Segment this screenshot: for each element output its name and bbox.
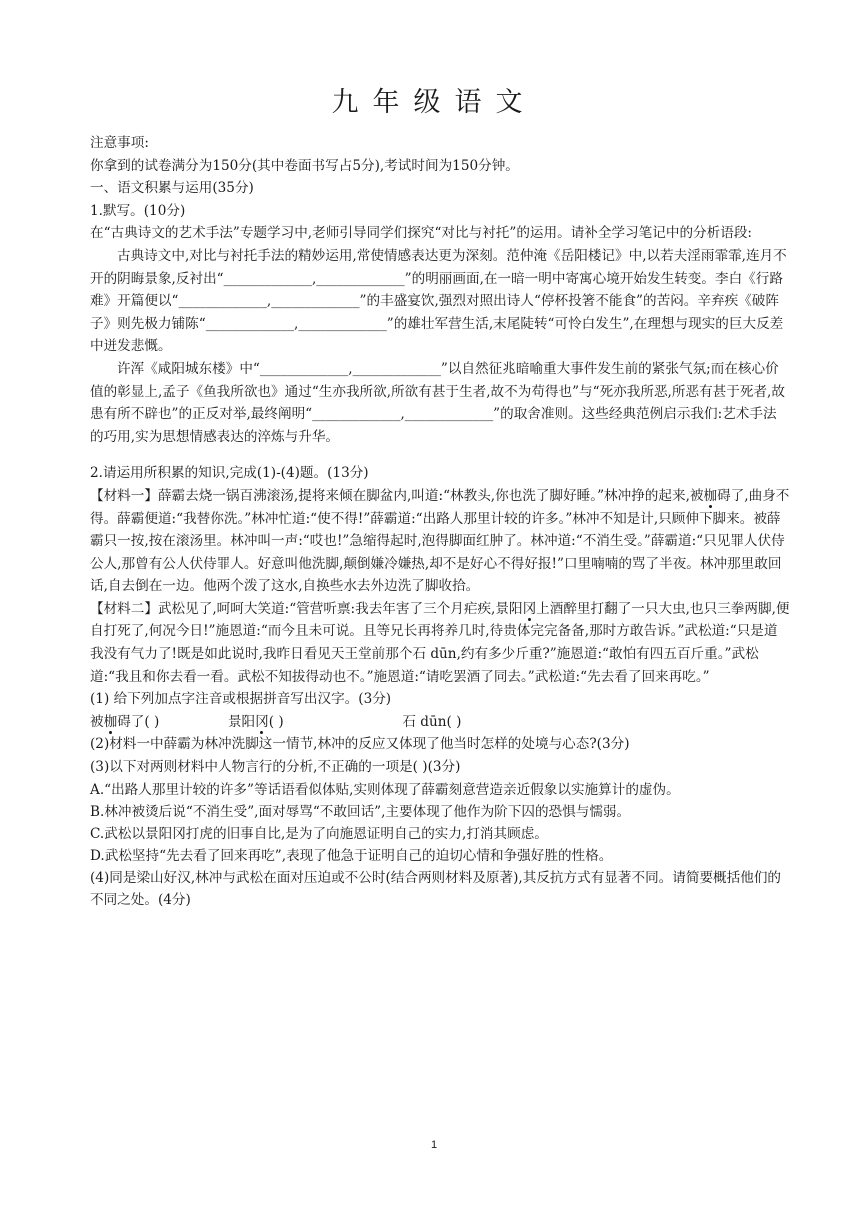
material-2 xyxy=(90,598,790,688)
dotted-char: 冈 xyxy=(522,600,537,617)
option-c: C.武松以景阳冈打虎的旧事自比,是为了向施恩证明自己的实力,打消其顾虑。 xyxy=(90,825,548,842)
material-1-label: 【材料一】 xyxy=(90,487,158,504)
q1-paragraph-2: 许浑《咸阳城东楼》中“_____________,_____________”以自然征兆暗喻重大事件发生前的紧张气氛;而在核心价值的彰显上,孟子《鱼我所欲也》通过“生亦我所欲,所欲有甚于生者,故不为苟得也”与“死亦我所恶,所恶有甚于死者,故患有所不辟也”的正反对举,最终阐明“_____________,_____________”的取舍准则。这些经典范例启示我们:艺术手法的巧用,实为思想情感表达的淬炼与升华。 xyxy=(90,360,785,445)
material-2-label: 【材料二】 xyxy=(90,600,158,617)
item-2-text-b: ( ) xyxy=(268,713,284,730)
dotted-char: 冈 xyxy=(255,713,269,730)
item-1 xyxy=(90,714,159,730)
q1-paragraph-1: 古典诗文中,对比与衬托手法的精妙运用,常使情感表达更为深刻。范仲淹《岳阳楼记》中,以若夫淫雨霏霏,连月不开的阴晦景象,反衬出“_____________,_____________”的明丽画面,在一暗一明中寄寓心境开始发生转变。李白《行路难》开篇便以“_____________,_____________”的丰盛宴饮,强烈对照出诗人“停杯投箸不能食”的苦闷。辛弃疾《破阵子》则先极力铺陈“_____________,_____________”的雄壮军营生活,末尾陡转“可怜白发生”,在理想与现实的巨大反差中迸发悲慨。 xyxy=(90,247,787,355)
option-a: A.“出路人那里计较的许多”等话语看似体贴,实则体现了薛霸刻意营造亲近假象以实施算计的虚伪。 xyxy=(90,781,680,798)
sub-question-2: (2)材料一中薛霸为林冲洗脚这一情节,林冲的反应又体现了他当时怎样的处境与心态?(3分) xyxy=(90,736,630,753)
option-d: D.武松坚持“先去看了回来再吃”,表现了他急于证明自己的迫切心情和争强好胜的性格。 xyxy=(90,847,613,864)
q1-heading: 1.默写。(10分) xyxy=(90,202,186,219)
material-2-text-a: 武松见了,呵呵大笑道:“管营听禀:我去年害了三个月疟疾,景阳 xyxy=(157,600,523,617)
sub-question-1: (1) 给下列加点字注音或根据拼音写出汉字。(3分) xyxy=(90,691,392,708)
material-1-text-a: 薛霸去烧一锅百沸滚汤,提将来倾在脚盆内,叫道:“林教头,你也洗了脚好睡。”林冲挣的起来,被 xyxy=(157,487,704,504)
dotted-char: 枷 xyxy=(103,713,118,730)
q2-heading: 2.请运用所积累的知识,完成(1)-(4)题。(13分) xyxy=(90,465,369,482)
sub-question-4: (4)同是梁山好汉,林冲与武松在面对压迫或不公时(结合两则材料及原著),其反抗方式有显著不同。请简要概括他们的不同之处。(4分) xyxy=(90,869,782,909)
sub-question-3: (3)以下对两则材料中人物言行的分析,不正确的一项是( )(3分) xyxy=(90,759,461,776)
item-1-text-a: 被 xyxy=(90,713,104,730)
material-1 xyxy=(90,485,790,598)
spacer xyxy=(90,448,790,462)
page-number: 1 xyxy=(430,1139,438,1151)
section1-heading: 一、语文积累与运用(35分) xyxy=(90,180,254,197)
material-1-text-b: 碍了,曲身不得。薛霸便道:“我替你洗。”林冲忙道:“使不得!”薛霸道:“出路人那里计较的许多。”林冲不知是计,只顾伸下脚来。被薛霸只一按,按在滚汤里。林冲叫一声:“哎也!”急缩得起时,泡得脚面红肿了。林冲道:“不消生受。”薛霸道:“只见罪人伏侍公人,那曾有公人伏侍罪人。好意叫他洗脚,颠倒嫌冷嫌热,却不是好心不得好报!”口里喃喃的骂了半夜。林冲那里敢回话,自去倒在一边。他两个泼了这水,自换些水去外边洗了脚收拾。 xyxy=(90,487,790,595)
sub-question-1-items xyxy=(90,711,790,734)
notice-heading: 注意事项: xyxy=(90,135,149,151)
notice-text: 你拿到的试卷满分为150分(其中卷面书写占5分),考试时间为150分钟。 xyxy=(90,157,519,174)
option-b: B.林冲被烫后说“不消生受”,面对辱骂“不敢回话”,主要体现了他作为阶下囚的恐惧与懦弱。 xyxy=(90,803,631,820)
item-2 xyxy=(228,714,284,730)
item-3: 石 dūn( ) xyxy=(402,713,462,730)
item-1-text-b: 碍了( ) xyxy=(117,713,160,730)
dotted-char: 枷 xyxy=(703,487,718,504)
item-2-text-a: 景阳 xyxy=(227,713,256,730)
page-title: 九年级语文 xyxy=(331,87,537,118)
material-2-text-b: 上酒醉里打翻了一只大虫,也只三拳两脚,便自打死了,何况今日!”施恩道:“而今且未可说。且等兄长再将养几时,待贵体完完备备,那时方敢告诉。”武松道:“只是道我没有气力了!既是如此说时,我昨日看见天王堂前那个石 dūn,约有多少斤重?”施恩道:“敢怕有四五百斤重。”武松道:“我且和你去看一看。武松不知拔得动也不。”施恩道:“请吃罢酒了同去。”武松道:“先去看了回来再吃。” xyxy=(90,600,790,685)
q1-intro: 在“古典诗文的艺术手法”专题学习中,老师引导同学们探究“对比与衬托”的运用。请补全学习笔记中的分析语段: xyxy=(90,225,753,242)
exam-body xyxy=(90,132,790,912)
